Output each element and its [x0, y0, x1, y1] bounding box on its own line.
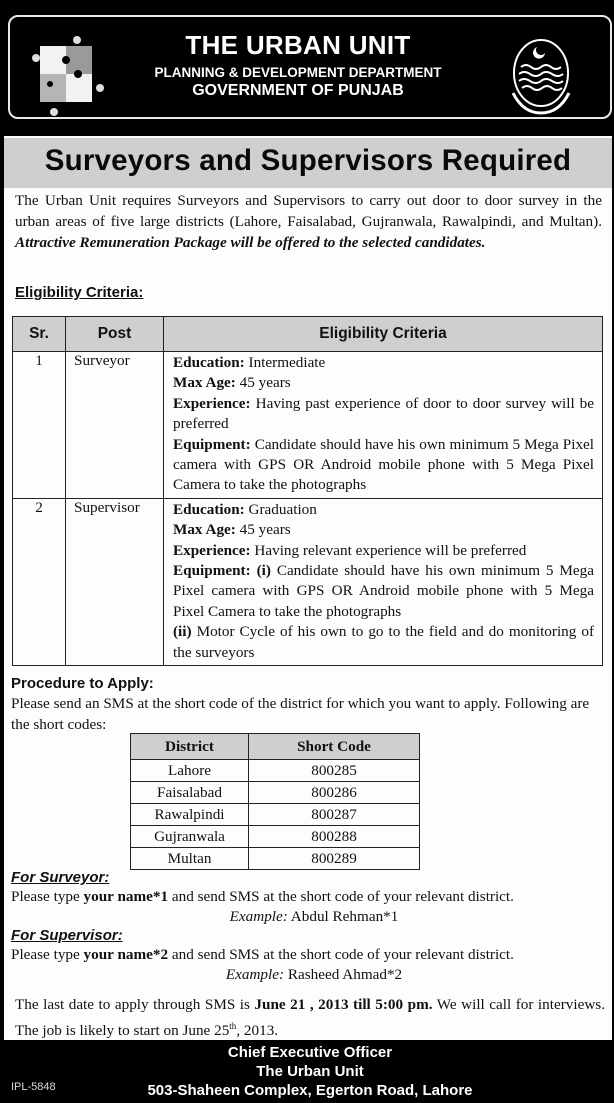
- procedure-text: Please send an SMS at the short code of the district for which you want to apply. Following are the short codes:: [11, 695, 590, 733]
- col-post: Post: [66, 317, 164, 352]
- footer-org: The Urban Unit: [256, 1063, 364, 1080]
- code-cell: 800285: [249, 760, 420, 782]
- supervisor-example: Example: Rasheed Ahmad*2: [225, 966, 403, 983]
- ad-body: [4, 136, 612, 1040]
- row-sr: 1: [13, 352, 66, 499]
- deadline-paragraph: The last date to apply through SMS is June 21 , 2013 till 5:00 pm. We will call for interviews. The job is likely to start on June 25th, 2013.: [15, 996, 605, 1039]
- table-row: [131, 782, 420, 804]
- district-cell: Lahore: [131, 760, 249, 782]
- supervisor-instructions: Please type your name*2 and send SMS at the short code of your relevant district.: [11, 946, 514, 963]
- row-post: Supervisor: [66, 498, 164, 665]
- supervisor-heading: For Supervisor:: [11, 927, 123, 944]
- punjab-seal-icon: [507, 33, 575, 119]
- table-row: [131, 760, 420, 782]
- intro-text: The Urban Unit requires Surveyors and Supervisors to carry out door to door survey in the urban areas of five large districts (Lahore, Faisalabad, Gujranwala, Rawalpindi, and Multan).: [15, 192, 602, 230]
- code-cell: 800287: [249, 804, 420, 826]
- district-cell: Rawalpindi: [131, 804, 249, 826]
- department-name: PLANNING & DEVELOPMENT DEPARTMENT: [154, 65, 442, 80]
- district-cell: Faisalabad: [131, 782, 249, 804]
- surveyor-heading: For Surveyor:: [11, 869, 110, 886]
- eligibility-table: [12, 316, 603, 666]
- code-cell: 800286: [249, 782, 420, 804]
- table-row: [131, 848, 420, 870]
- intro-paragraph: [15, 190, 602, 253]
- table-row: [131, 826, 420, 848]
- procedure-heading: Procedure to Apply:: [11, 675, 154, 692]
- short-codes-table: [130, 733, 420, 870]
- district-cell: Multan: [131, 848, 249, 870]
- org-title: THE URBAN UNIT: [185, 30, 411, 60]
- row-criteria: Education: Intermediate Max Age: 45 years Experience: Having past experience of door to door survey will be preferred Equipment: Candidate should have his own minimum 5 Mega Pixel camera with GPS OR Android mobile phone with 5 Mega Pixel Camera to take the photographs: [164, 352, 603, 499]
- table-row: [13, 352, 603, 499]
- surveyor-instructions: Please type your name*1 and send SMS at the short code of your relevant district.: [11, 888, 514, 905]
- code-cell: 800289: [249, 848, 420, 870]
- footer-designation: Chief Executive Officer: [227, 1044, 393, 1061]
- ad-reference: IPL-5848: [11, 1081, 56, 1093]
- government-name: GOVERNMENT OF PUNJAB: [192, 82, 404, 99]
- footer: [0, 1040, 614, 1103]
- table-row: [13, 498, 603, 665]
- row-sr: 2: [13, 498, 66, 665]
- table-row: [131, 804, 420, 826]
- surveyor-example: Example: Abdul Rehman*1: [229, 908, 399, 925]
- row-post: Surveyor: [66, 352, 164, 499]
- col-district: District: [131, 734, 249, 760]
- puzzle-logo-icon: [30, 32, 112, 124]
- row-criteria: Education: Graduation Max Age: 45 years Experience: Having relevant experience will be preferred Equipment: (i) Candidate should have his own minimum 5 Mega Pixel camera with GPS OR Android mobile phone with 5 Mega Pixel Camera to take the photographs (ii) Motor Cycle of his own to go to the field and do monitoring of the surveyors: [164, 498, 603, 665]
- col-criteria: Eligibility Criteria: [164, 317, 603, 352]
- intro-emphasis: Attractive Remuneration Package will be offered to the selected candidates.: [15, 234, 486, 251]
- header-text: [120, 30, 476, 101]
- eligibility-heading: Eligibility Criteria:: [15, 284, 144, 301]
- code-cell: 800288: [249, 826, 420, 848]
- table-header-row: [131, 734, 420, 760]
- ad-title: Surveyors and Supervisors Required: [44, 144, 572, 177]
- table-header-row: [13, 317, 603, 352]
- col-sr: Sr.: [13, 317, 66, 352]
- col-short-code: Short Code: [249, 734, 420, 760]
- district-cell: Gujranwala: [131, 826, 249, 848]
- footer-address: 503-Shaheen Complex, Egerton Road, Lahore: [147, 1082, 473, 1099]
- title-banner: [4, 138, 612, 188]
